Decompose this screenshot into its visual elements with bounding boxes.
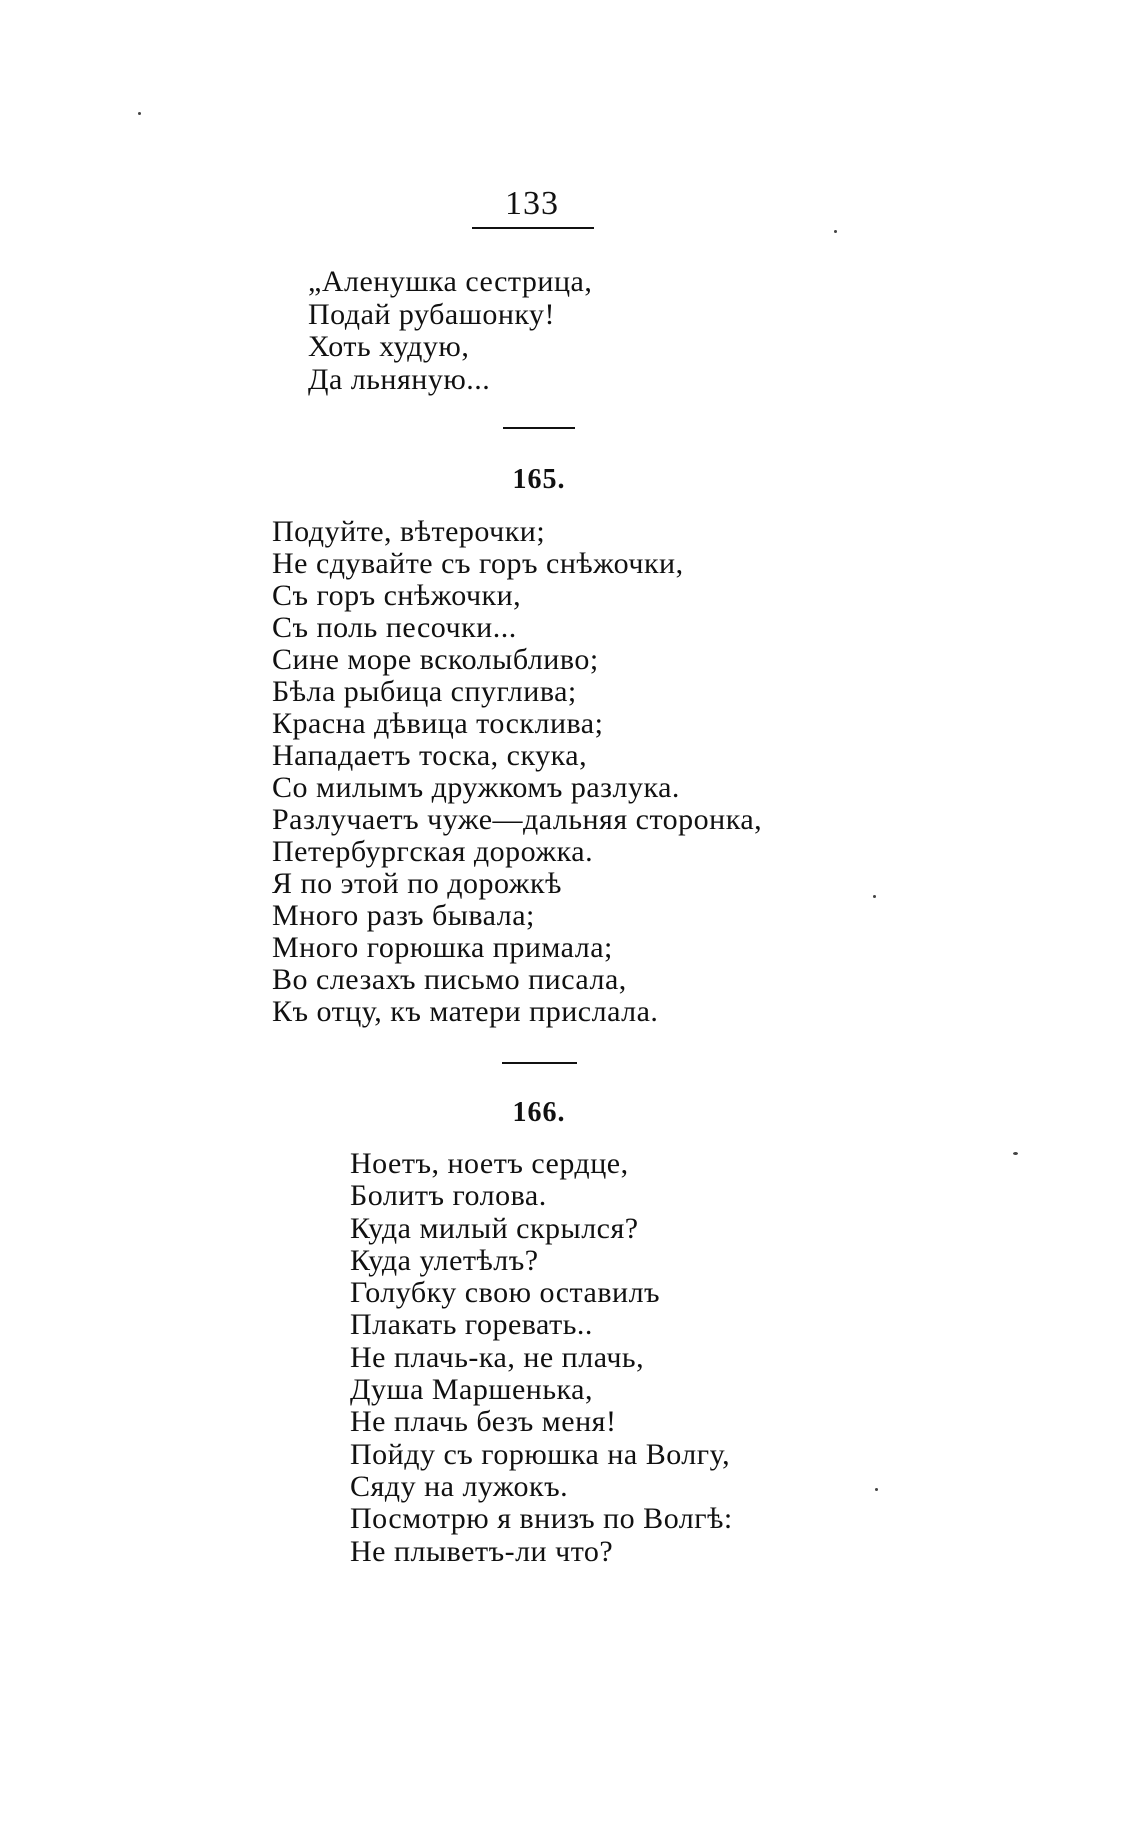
verse-line: Сине море всколыбливо; xyxy=(272,643,599,676)
verse-line: Къ отцу, къ матери прислала. xyxy=(272,995,659,1028)
verse-line: Куда милый скрылся? xyxy=(350,1211,639,1245)
verse-line: „Аленушка сестрица, xyxy=(308,265,593,298)
verse-line: Подай рубашонку! xyxy=(308,297,556,331)
verse-line: Много разъ бывала; xyxy=(272,899,535,932)
verse-line: Посмотрю я внизъ по Волгѣ: xyxy=(350,1502,733,1536)
poem-number: 166. xyxy=(512,1097,566,1128)
verse-line: Не плачь безъ меня! xyxy=(350,1405,617,1439)
page-number-rule xyxy=(472,227,594,229)
poem-165 xyxy=(272,516,762,1028)
verse-line: Болитъ голова. xyxy=(350,1179,547,1213)
verse-line: Да льняную... xyxy=(308,362,491,396)
page-number: 133 xyxy=(505,185,559,222)
verse-line: Во слезахъ письмо писала, xyxy=(272,963,627,996)
verse-line: Душа Маршенька, xyxy=(350,1373,593,1407)
verse-line: Куда улетѣлъ? xyxy=(350,1243,539,1277)
paper-speck xyxy=(138,112,141,115)
verse-line: Не плачь-ка, не плачь, xyxy=(350,1340,645,1374)
verse-line: Много горюшка примала; xyxy=(272,931,613,964)
section-divider xyxy=(503,427,575,429)
poem-166 xyxy=(350,1148,733,1568)
verse-line: Не плыветъ-ли что? xyxy=(350,1534,614,1568)
verse-line: Я по этой по дорожкѣ xyxy=(272,867,562,900)
verse-fragment xyxy=(308,266,592,396)
paper-speck xyxy=(875,1488,878,1491)
verse-line: Со милымъ дружкомъ разлука. xyxy=(272,771,680,804)
verse-line: Нападаетъ тоска, скука, xyxy=(272,739,588,772)
paper-speck xyxy=(873,895,876,898)
verse-line: Не сдувайте съ горъ снѣжочки, xyxy=(272,547,684,580)
poem-number: 165. xyxy=(512,464,566,495)
verse-line: Пойду съ горюшка на Волгу, xyxy=(350,1437,731,1471)
verse-line: Съ поль песочки... xyxy=(272,611,517,644)
verse-line: Красна дѣвица тосклива; xyxy=(272,707,604,740)
verse-line: Сяду на лужокъ. xyxy=(350,1469,569,1503)
verse-line: Разлучаетъ чуже—дальняя сторонка, xyxy=(272,803,763,836)
verse-line: Бѣла рыбица спуглива; xyxy=(272,675,577,708)
verse-line: Петербургская дорожка. xyxy=(272,835,594,868)
section-divider xyxy=(502,1062,577,1064)
verse-line: Голубку свою оставилъ xyxy=(350,1276,661,1310)
paper-speck xyxy=(834,230,837,233)
verse-line: Подуйте, вѣтерочки; xyxy=(272,515,546,548)
paper-speck xyxy=(1013,1152,1018,1155)
verse-line: Ноетъ, ноетъ сердце, xyxy=(350,1147,629,1180)
verse-line: Съ горъ снѣжочки, xyxy=(272,579,522,612)
verse-line: Хоть худую, xyxy=(308,330,470,363)
verse-line: Плакать горевать.. xyxy=(350,1308,593,1342)
